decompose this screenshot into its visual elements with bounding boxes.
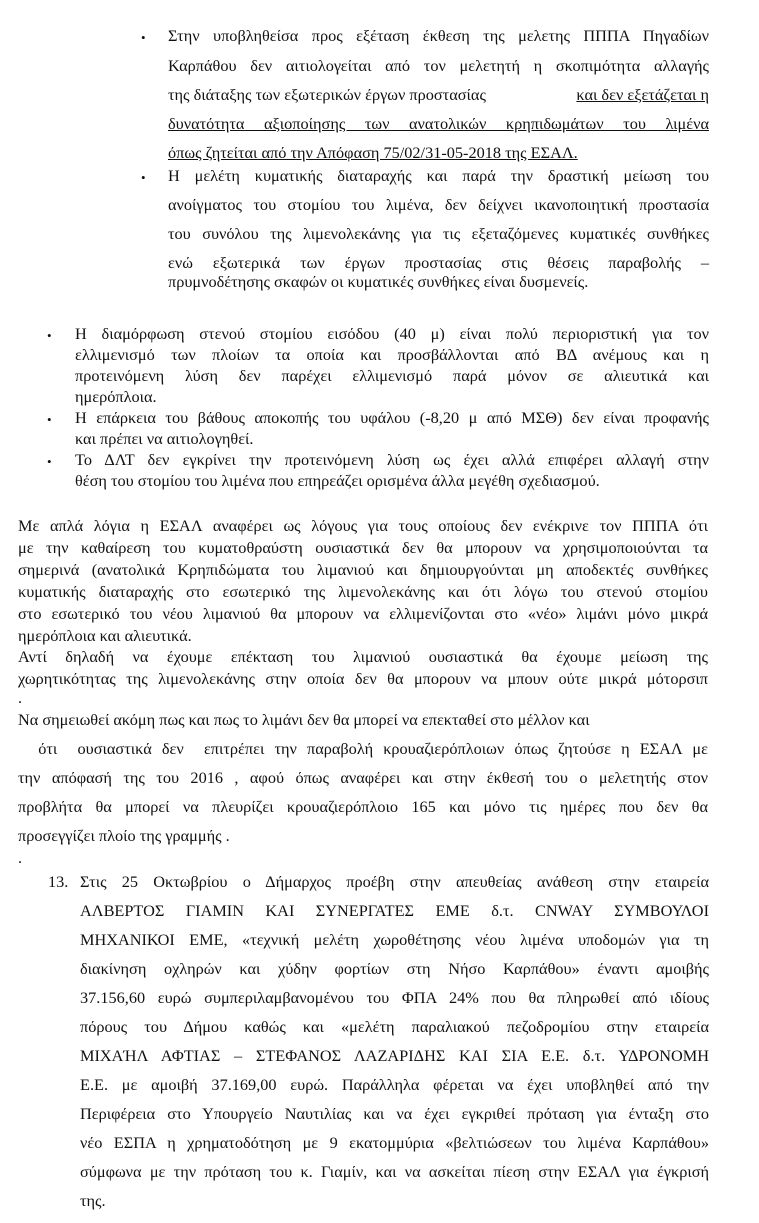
text-line: προτεινόμενη λύση δεν παρέχει ελλιμενισμό παρά μόνον σε αλιευτικά και — [75, 366, 709, 385]
text-line: 37.156,60 ευρώ συμπεριλαμβανομένου του ΦΠΑ 24% που θα πληρωθεί από ιδίους — [80, 988, 709, 1007]
text-line: Η επάρκεια του βάθους αποκοπής του υφάλου (-8,20 μ από ΜΣΘ) δεν είναι προφανής — [75, 408, 709, 427]
bullet-icon: • — [47, 412, 52, 427]
text-line: σημερινά (ανατολικά Κρηπιδώματα του λιμανιού και δημιουργούνται μη αποδεκτές συνθήκες — [18, 560, 708, 579]
text-line: ενώ εξωτερικά των έργων προστασίας στις θέσεις παραβολής – — [168, 253, 709, 272]
bullet-icon: • — [47, 454, 52, 469]
text-line: προβλήτα θα μπορεί να πλευρίζει κρουαζιερόπλοιο 165 και μόνο τις ημέρες που δεν θα — [18, 797, 708, 816]
bullet-icon: • — [141, 170, 146, 185]
text-line: πόρους του Δήμου καθώς και «μελέτη παραλιακού πεζοδρομίου στην εταιρεία — [80, 1017, 709, 1036]
text-line: στο εσωτερικό του νέου λιμανιού θα μπορουν να ελλιμενίζονται στο «νέο» λιμάνι μόνο μικρά — [18, 604, 708, 623]
underlined-text-line: όπως ζητείται από την Απόφαση 75/02/31-05-2018 της ΕΣΑΛ. — [168, 143, 578, 162]
text-line: και πρέπει να αιτιολογηθεί. — [75, 429, 254, 448]
text-line: ημερόπλοια και αλιευτικά. — [18, 626, 192, 645]
text-line: ελλιμενισμό των πλοίων τα οποία και προσβάλλονται από ΒΔ ανέμους και η — [75, 345, 709, 364]
text-line: ημερόπλοια. — [75, 387, 157, 406]
text-line: Η μελέτη κυματικής διαταραχής και παρά την δραστική μείωση του — [168, 166, 709, 185]
bullet-icon: • — [141, 30, 146, 45]
underlined-text-line: δυνατότητα αξιοποίησης των ανατολικών κρηπιδωμάτων του λιμένα — [168, 114, 709, 133]
text-line: ΜΗΧΑΝΙΚΟΙ ΕΜΕ, «τεχνική μελέτη χωροθέτησης νέου λιμένα υποδομών για τη — [80, 930, 709, 949]
text-line: Στην υποβληθείσα προς εξέταση έκθεση της μελετης ΠΠΠΑ Πηγαδίων — [168, 26, 709, 45]
text-line: Καρπάθου δεν αιτιολογείται από τον μελετητή η σκοπιμότητα αλλαγής — [168, 56, 709, 75]
text-line: Το ΔΛΤ δεν εγκρίνει την προτεινόμενη λύση ως έχει αλλά επιφέρει αλλαγή στην — [75, 450, 709, 469]
text-line: χωρητικότητας της λιμενολεκάνης στην οποία δεν θα μπορουν να μπουν ούτε μικρά μότορσιπ — [18, 669, 708, 688]
text-line: κυματικής διαταραχής στο εσωτερικό της λιμενολεκάνης και ότι λόγω του στενού στομίου — [18, 582, 708, 601]
text-line: ανοίγματος του στομίου του λιμένα, δεν δείχνει ικανοποιητική προστασία — [168, 195, 709, 214]
text-line: την απόφασή της του 2016 , αφού όπως αναφέρει και στην έκθεσή του ο μελετητής στον — [18, 768, 708, 787]
text-line: Η διαμόρφωση στενού στομίου εισόδου (40 μ) είναι πολύ περιοριστική για τον — [75, 324, 709, 343]
text-line — [168, 85, 709, 105]
text-line: Περιφέρεια στο Υπουργείο Ναυτιλίας και να έχει εγκριθεί πρόταση για ένταξη στο — [80, 1104, 709, 1123]
text-line: πρυμνοδέτησης σκαφών οι κυματικές συνθήκες είναι δυσμενείς. — [168, 272, 589, 291]
text-line: νέο ΕΣΠΑ η χρηματοδότηση με 9 εκατομμύρια «βελτιώσεων του λιμένα Καρπάθου» — [80, 1133, 709, 1152]
text-line: σύμφωνα με την πρόταση του κ. Γιαμίν, και να ασκείται πίεση στην ΕΣΑΛ για έγκρισή — [80, 1162, 709, 1181]
text-line: Στις 25 Οκτωβρίου ο Δήμαρχος προέβη στην απευθείας ανάθεση στην εταιρεία — [80, 872, 709, 891]
text-fragment: της διάταξης των εξωτερικών έργων προστασίας — [168, 85, 486, 104]
text-line: Αντί δηλαδή να έχουμε επέκταση του λιμανιού ουσιαστικά θα έχουμε μείωση της — [18, 647, 708, 666]
text-line: ότι ουσιαστικά δεν επιτρέπει την παραβολή κρουαζιερόπλοιων όπως ζητούσε η ΕΣΑΛ με — [18, 739, 708, 758]
underlined-text: και δεν εξετάζεται η — [576, 85, 709, 104]
text-line: ΑΛΒΕΡΤΟΣ ΓΙΑΜΙΝ ΚΑΙ ΣΥΝΕΡΓΑΤΕΣ ΕΜΕ δ.τ. CNWAY ΣΥΜΒΟΥΛΟΙ — [80, 901, 709, 920]
text-line: διακίνηση οχληρών και χύδην φορτίων στη Νήσο Καρπάθου» έναντι αμοιβής — [80, 959, 709, 978]
text-line: Με απλά λόγια η ΕΣΑΛ αναφέρει ως λόγους για τους οποίους δεν ενέκρινε τον ΠΠΠΑ ότι — [18, 516, 708, 535]
text-line: προσεγγίζει πλοίο της γραμμής . — [18, 826, 230, 845]
text-line: με την καθαίρεση του κυματοθραύστη ουσιαστικά δεν θα μπορουν να χρησιμοποιούνται τα — [18, 538, 708, 557]
text-line: θέση του στομίου του λιμένα που επηρεάζει ορισμένα άλλα μεγέθη σχεδιασμού. — [75, 471, 600, 490]
text-line: Ε.Ε. με αμοιβή 37.169,00 ευρώ. Παράλληλα φέρεται να έχει υποβληθεί από την — [80, 1075, 709, 1094]
text-line: ΜΙΧΑΉΛ ΑΦΤΙΑΣ – ΣΤΕΦΑΝΟΣ ΛΑΖΑΡΙΔΗΣ ΚΑΙ ΣΙΑ Ε.Ε. δ.τ. ΥΔΡΟΝΟΜΗ — [80, 1046, 709, 1065]
bullet-icon: • — [47, 328, 52, 343]
text-line: . — [18, 688, 23, 707]
item-number: 13. — [48, 872, 69, 891]
text-line: του συνόλου της λιμενολεκάνης για τις εξεταζόμενες κυματικές συνθήκες — [168, 224, 709, 243]
text-line: . — [18, 848, 23, 867]
text-line: Να σημειωθεί ακόμη πως και πως το λιμάνι δεν θα μπορεί να επεκταθεί στο μέλλον και — [18, 710, 590, 729]
text-line: της. — [80, 1191, 106, 1210]
